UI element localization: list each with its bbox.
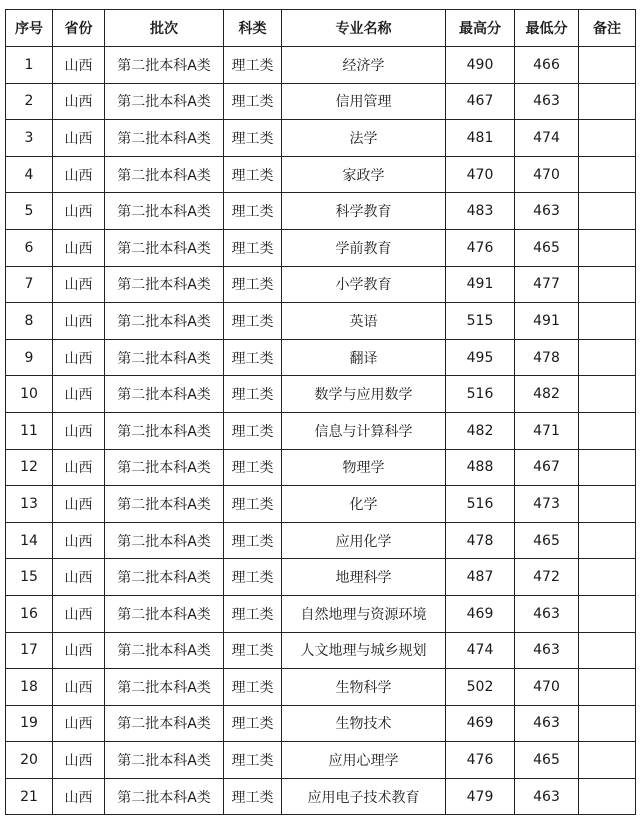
cell-max-score: 481 <box>446 120 515 157</box>
cell-major: 应用电子技术教育 <box>282 778 446 815</box>
cell-major: 学前教育 <box>282 229 446 266</box>
cell-batch: 第二批本科A类 <box>105 449 224 486</box>
table-header-row <box>6 10 636 47</box>
table-row <box>6 120 636 157</box>
cell-major: 翻译 <box>282 339 446 376</box>
cell-category: 理工类 <box>224 669 282 706</box>
cell-category: 理工类 <box>224 486 282 523</box>
cell-batch: 第二批本科A类 <box>105 303 224 340</box>
cell-seq: 3 <box>6 120 53 157</box>
cell-max-score: 478 <box>446 522 515 559</box>
cell-notes <box>579 376 636 413</box>
cell-province: 山西 <box>53 156 105 193</box>
table-row <box>6 47 636 84</box>
cell-province: 山西 <box>53 339 105 376</box>
cell-province: 山西 <box>53 303 105 340</box>
cell-min-score: 471 <box>515 412 579 449</box>
cell-max-score: 474 <box>446 632 515 669</box>
cell-batch: 第二批本科A类 <box>105 705 224 742</box>
table-row <box>6 339 636 376</box>
admission-scores-table <box>5 9 636 815</box>
cell-batch: 第二批本科A类 <box>105 595 224 632</box>
cell-seq: 5 <box>6 193 53 230</box>
cell-batch: 第二批本科A类 <box>105 193 224 230</box>
cell-major: 小学教育 <box>282 266 446 303</box>
cell-province: 山西 <box>53 47 105 84</box>
cell-seq: 8 <box>6 303 53 340</box>
cell-province: 山西 <box>53 669 105 706</box>
cell-min-score: 466 <box>515 47 579 84</box>
header-min-score: 最低分 <box>515 10 579 47</box>
cell-category: 理工类 <box>224 595 282 632</box>
header-notes: 备注 <box>579 10 636 47</box>
cell-min-score: 473 <box>515 486 579 523</box>
cell-major: 化学 <box>282 486 446 523</box>
cell-notes <box>579 229 636 266</box>
cell-category: 理工类 <box>224 120 282 157</box>
cell-max-score: 515 <box>446 303 515 340</box>
cell-notes <box>579 449 636 486</box>
cell-category: 理工类 <box>224 47 282 84</box>
cell-category: 理工类 <box>224 339 282 376</box>
cell-batch: 第二批本科A类 <box>105 778 224 815</box>
cell-notes <box>579 303 636 340</box>
cell-seq: 13 <box>6 486 53 523</box>
cell-batch: 第二批本科A类 <box>105 156 224 193</box>
table-row <box>6 229 636 266</box>
cell-category: 理工类 <box>224 559 282 596</box>
cell-seq: 17 <box>6 632 53 669</box>
cell-batch: 第二批本科A类 <box>105 742 224 779</box>
cell-max-score: 502 <box>446 669 515 706</box>
cell-seq: 21 <box>6 778 53 815</box>
cell-major: 英语 <box>282 303 446 340</box>
cell-category: 理工类 <box>224 449 282 486</box>
cell-notes <box>579 669 636 706</box>
cell-max-score: 479 <box>446 778 515 815</box>
cell-province: 山西 <box>53 193 105 230</box>
cell-min-score: 463 <box>515 778 579 815</box>
cell-min-score: 470 <box>515 156 579 193</box>
cell-seq: 20 <box>6 742 53 779</box>
cell-major: 地理科学 <box>282 559 446 596</box>
cell-batch: 第二批本科A类 <box>105 120 224 157</box>
cell-max-score: 491 <box>446 266 515 303</box>
table-row <box>6 412 636 449</box>
cell-notes <box>579 778 636 815</box>
cell-batch: 第二批本科A类 <box>105 339 224 376</box>
cell-notes <box>579 705 636 742</box>
cell-max-score: 482 <box>446 412 515 449</box>
cell-category: 理工类 <box>224 156 282 193</box>
table-row <box>6 449 636 486</box>
cell-seq: 11 <box>6 412 53 449</box>
cell-seq: 12 <box>6 449 53 486</box>
cell-category: 理工类 <box>224 705 282 742</box>
cell-seq: 15 <box>6 559 53 596</box>
cell-min-score: 463 <box>515 83 579 120</box>
cell-notes <box>579 412 636 449</box>
cell-min-score: 463 <box>515 705 579 742</box>
cell-major: 法学 <box>282 120 446 157</box>
cell-batch: 第二批本科A类 <box>105 412 224 449</box>
cell-seq: 4 <box>6 156 53 193</box>
cell-max-score: 469 <box>446 595 515 632</box>
cell-major: 信息与计算科学 <box>282 412 446 449</box>
table-row <box>6 595 636 632</box>
cell-batch: 第二批本科A类 <box>105 559 224 596</box>
cell-batch: 第二批本科A类 <box>105 486 224 523</box>
cell-major: 生物技术 <box>282 705 446 742</box>
cell-province: 山西 <box>53 83 105 120</box>
cell-max-score: 476 <box>446 229 515 266</box>
cell-province: 山西 <box>53 522 105 559</box>
cell-province: 山西 <box>53 266 105 303</box>
cell-notes <box>579 522 636 559</box>
cell-major: 应用心理学 <box>282 742 446 779</box>
table-row <box>6 705 636 742</box>
table-row <box>6 83 636 120</box>
table-row <box>6 376 636 413</box>
table-row <box>6 778 636 815</box>
table-row <box>6 303 636 340</box>
cell-max-score: 469 <box>446 705 515 742</box>
cell-category: 理工类 <box>224 376 282 413</box>
cell-seq: 14 <box>6 522 53 559</box>
cell-max-score: 476 <box>446 742 515 779</box>
cell-max-score: 488 <box>446 449 515 486</box>
cell-seq: 9 <box>6 339 53 376</box>
cell-category: 理工类 <box>224 632 282 669</box>
cell-province: 山西 <box>53 449 105 486</box>
cell-notes <box>579 339 636 376</box>
cell-major: 自然地理与资源环境 <box>282 595 446 632</box>
cell-province: 山西 <box>53 705 105 742</box>
cell-batch: 第二批本科A类 <box>105 669 224 706</box>
cell-notes <box>579 47 636 84</box>
cell-batch: 第二批本科A类 <box>105 47 224 84</box>
cell-max-score: 495 <box>446 339 515 376</box>
cell-seq: 10 <box>6 376 53 413</box>
cell-seq: 18 <box>6 669 53 706</box>
cell-major: 家政学 <box>282 156 446 193</box>
table-row <box>6 742 636 779</box>
cell-notes <box>579 486 636 523</box>
cell-province: 山西 <box>53 229 105 266</box>
cell-notes <box>579 559 636 596</box>
table-row <box>6 156 636 193</box>
table-row <box>6 486 636 523</box>
cell-batch: 第二批本科A类 <box>105 522 224 559</box>
cell-notes <box>579 120 636 157</box>
cell-province: 山西 <box>53 632 105 669</box>
cell-min-score: 491 <box>515 303 579 340</box>
cell-seq: 19 <box>6 705 53 742</box>
cell-major: 生物科学 <box>282 669 446 706</box>
table-row <box>6 522 636 559</box>
cell-major: 经济学 <box>282 47 446 84</box>
cell-max-score: 516 <box>446 486 515 523</box>
cell-notes <box>579 595 636 632</box>
cell-notes <box>579 193 636 230</box>
cell-min-score: 463 <box>515 595 579 632</box>
cell-category: 理工类 <box>224 303 282 340</box>
cell-max-score: 483 <box>446 193 515 230</box>
cell-category: 理工类 <box>224 83 282 120</box>
cell-seq: 7 <box>6 266 53 303</box>
cell-batch: 第二批本科A类 <box>105 229 224 266</box>
cell-notes <box>579 632 636 669</box>
cell-min-score: 465 <box>515 522 579 559</box>
table-row <box>6 193 636 230</box>
cell-seq: 1 <box>6 47 53 84</box>
cell-major: 人文地理与城乡规划 <box>282 632 446 669</box>
header-category: 科类 <box>224 10 282 47</box>
cell-min-score: 472 <box>515 559 579 596</box>
cell-province: 山西 <box>53 559 105 596</box>
cell-category: 理工类 <box>224 778 282 815</box>
cell-category: 理工类 <box>224 522 282 559</box>
cell-max-score: 490 <box>446 47 515 84</box>
cell-seq: 6 <box>6 229 53 266</box>
cell-seq: 16 <box>6 595 53 632</box>
cell-category: 理工类 <box>224 742 282 779</box>
table-row <box>6 632 636 669</box>
cell-province: 山西 <box>53 412 105 449</box>
cell-max-score: 487 <box>446 559 515 596</box>
cell-min-score: 463 <box>515 632 579 669</box>
cell-batch: 第二批本科A类 <box>105 632 224 669</box>
cell-category: 理工类 <box>224 193 282 230</box>
cell-province: 山西 <box>53 376 105 413</box>
cell-notes <box>579 266 636 303</box>
cell-major: 应用化学 <box>282 522 446 559</box>
header-major: 专业名称 <box>282 10 446 47</box>
cell-min-score: 477 <box>515 266 579 303</box>
cell-max-score: 470 <box>446 156 515 193</box>
cell-notes <box>579 156 636 193</box>
header-province: 省份 <box>53 10 105 47</box>
cell-seq: 2 <box>6 83 53 120</box>
table-row <box>6 559 636 596</box>
cell-min-score: 463 <box>515 193 579 230</box>
cell-batch: 第二批本科A类 <box>105 266 224 303</box>
cell-notes <box>579 742 636 779</box>
cell-major: 物理学 <box>282 449 446 486</box>
cell-category: 理工类 <box>224 266 282 303</box>
cell-province: 山西 <box>53 742 105 779</box>
cell-min-score: 474 <box>515 120 579 157</box>
table-row <box>6 669 636 706</box>
cell-province: 山西 <box>53 595 105 632</box>
cell-min-score: 478 <box>515 339 579 376</box>
header-batch: 批次 <box>105 10 224 47</box>
cell-min-score: 465 <box>515 742 579 779</box>
table-row <box>6 266 636 303</box>
cell-batch: 第二批本科A类 <box>105 83 224 120</box>
cell-major: 科学教育 <box>282 193 446 230</box>
cell-category: 理工类 <box>224 412 282 449</box>
header-max-score: 最高分 <box>446 10 515 47</box>
table-body <box>6 47 636 815</box>
cell-batch: 第二批本科A类 <box>105 376 224 413</box>
cell-category: 理工类 <box>224 229 282 266</box>
cell-min-score: 467 <box>515 449 579 486</box>
cell-major: 信用管理 <box>282 83 446 120</box>
cell-max-score: 516 <box>446 376 515 413</box>
cell-notes <box>579 83 636 120</box>
header-seq: 序号 <box>6 10 53 47</box>
cell-province: 山西 <box>53 486 105 523</box>
cell-province: 山西 <box>53 120 105 157</box>
cell-major: 数学与应用数学 <box>282 376 446 413</box>
cell-min-score: 465 <box>515 229 579 266</box>
cell-min-score: 482 <box>515 376 579 413</box>
cell-max-score: 467 <box>446 83 515 120</box>
cell-min-score: 470 <box>515 669 579 706</box>
cell-province: 山西 <box>53 778 105 815</box>
